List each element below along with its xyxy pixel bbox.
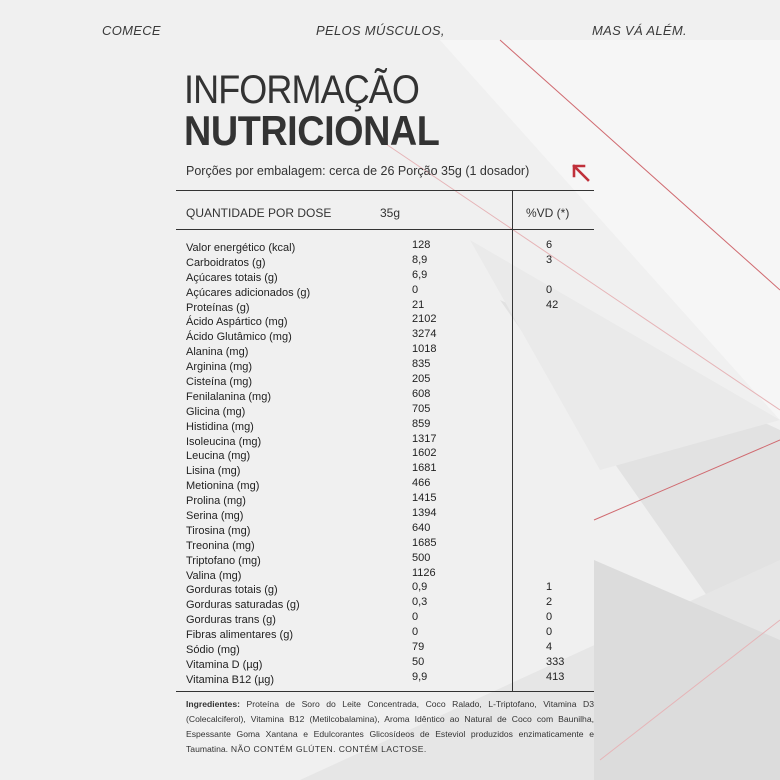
nutrient-name: Sódio (mg) [186,644,240,657]
nutrient-name: Arginina (mg) [186,361,253,374]
nutrient-name: Vitamina D (µg) [186,658,263,671]
nutrient-name: Vitamina B12 (µg) [186,673,275,686]
table-row [0,626,780,641]
nutrient-daily-value: 413 [546,670,565,683]
nutrient-daily-value: 3 [546,253,553,266]
page-title-line2: NUTRICIONAL [184,107,440,154]
nutrient-name: Cisteína (mg) [186,376,253,389]
nutrient-daily-value: 6 [546,239,553,251]
table-row [0,254,780,269]
nutrient-name: Leucina (mg) [186,450,251,463]
nutrient-name: Proteínas (g) [186,301,250,314]
table-row [0,611,780,626]
nutrient-daily-value: 333 [546,655,565,668]
table-row [0,418,780,433]
nutrient-quantity: 9,9 [412,670,428,683]
table-row [0,239,780,254]
nutrient-rows [0,239,780,686]
nutrient-quantity: 6,9 [412,268,428,281]
nutrient-name: Glicina (mg) [186,405,246,418]
table-row [0,641,780,656]
table-row [0,388,780,403]
nutrient-quantity: 3274 [412,328,437,341]
table-header-dose: 35g [380,206,401,220]
nutrient-quantity: 640 [412,521,431,534]
nutrient-name: Gorduras saturadas (g) [186,599,300,612]
nutrient-daily-value: 0 [546,283,553,296]
table-row [0,299,780,314]
table-row [0,492,780,507]
ingredients-label: Ingredientes: [186,699,240,709]
nutrient-name: Valina (mg) [186,569,242,582]
tagline-2: PELOS MÚSCULOS, [316,23,445,38]
nutrient-quantity: 205 [412,373,431,386]
nutrient-name: Alanina (mg) [186,346,249,359]
nutrient-quantity: 705 [412,402,431,415]
table-row [0,552,780,567]
nutrient-quantity: 1018 [412,343,437,356]
nutrient-daily-value: 0 [546,626,553,639]
nutrient-daily-value: 42 [546,298,559,311]
nutrient-quantity: 500 [412,551,431,564]
table-top-rule [176,190,594,191]
nutrient-quantity: 1681 [412,462,437,475]
nutrient-quantity: 8,9 [412,253,428,266]
nutrient-name: Serina (mg) [186,510,244,523]
nutrient-name: Ácido Glutâmico (mg) [186,331,292,344]
nutrient-name: Açúcares totais (g) [186,271,278,284]
table-row [0,373,780,388]
table-row [0,567,780,582]
nutrient-quantity: 1394 [412,507,437,520]
tagline-1: COMECE [102,23,161,38]
allergen-notice: NÃO CONTÉM GLÚTEN. CONTÉM LACTOSE. [228,744,427,754]
nutrient-daily-value: 0 [546,611,553,624]
nutrient-name: Treonina (mg) [186,539,255,552]
nutrient-quantity: 79 [412,641,425,654]
table-row [0,343,780,358]
nutrient-daily-value: 4 [546,641,553,654]
table-bottom-rule [176,691,594,692]
nutrient-name: Metionina (mg) [186,480,260,493]
nutrient-name: Isoleucina (mg) [186,435,262,448]
nutrient-quantity: 2102 [412,313,437,326]
ingredients-text [186,697,594,757]
nutrient-quantity: 50 [412,655,425,668]
nutrient-name: Fenilalanina (mg) [186,390,271,403]
nutrient-quantity: 0,3 [412,596,428,609]
ingredients-list: Proteína de Soro do Leite Concentrada, Coco Ralado, L-Triptofano, Vitamina D3 (Colecalciferol), Vitamina B12 (Metilcobalamina), Aroma Idêntico ao Natural de Coco com Baunilha, Espessante Goma Xantana e Edulcorantes Glicosídeos de Esteviol produzidos enzimaticamente e Taumatina. [186,699,594,754]
table-row [0,537,780,552]
nutrient-name: Gorduras trans (g) [186,614,276,627]
page-title-line1: INFORMAÇÃO [184,68,420,112]
nutrient-quantity: 0 [412,626,419,639]
table-row [0,671,780,686]
table-row [0,462,780,477]
nutrient-quantity: 466 [412,477,431,490]
table-row [0,522,780,537]
table-row [0,313,780,328]
nutrient-name: Triptofano (mg) [186,554,261,567]
nutrient-name: Gorduras totais (g) [186,584,278,597]
nutrient-name: Valor energético (kcal) [186,242,296,254]
nutrient-quantity: 859 [412,417,431,430]
nutrient-quantity: 835 [412,358,431,371]
nutrient-name: Histidina (mg) [186,420,254,433]
table-header-rule [176,229,594,230]
nutrient-quantity: 1317 [412,432,437,445]
table-header-label: QUANTIDADE POR DOSE [186,206,332,220]
nutrient-quantity: 21 [412,298,425,311]
nutrient-name: Ácido Aspártico (mg) [186,316,288,329]
table-row [0,581,780,596]
table-row [0,507,780,522]
arrow-up-left-icon [568,160,592,184]
nutrient-quantity: 1685 [412,536,437,549]
nutrient-quantity: 1602 [412,447,437,460]
table-row [0,269,780,284]
nutrient-name: Lisina (mg) [186,465,241,478]
nutrient-name: Fibras alimentares (g) [186,629,293,642]
nutrient-name: Carboidratos (g) [186,256,266,269]
nutrient-daily-value: 1 [546,581,553,594]
table-row [0,403,780,418]
nutrient-quantity: 1415 [412,492,437,505]
table-row [0,656,780,671]
nutrient-quantity: 608 [412,387,431,400]
tagline-3: MAS VÁ ALÉM. [592,23,687,38]
table-header-vd: %VD (*) [526,206,570,220]
table-row [0,477,780,492]
nutrient-daily-value: 2 [546,596,553,609]
nutrient-quantity: 0,9 [412,581,428,594]
table-row [0,447,780,462]
nutrient-quantity: 128 [412,239,431,251]
table-row [0,358,780,373]
nutrient-name: Açúcares adicionados (g) [186,286,311,299]
table-row [0,328,780,343]
nutrient-quantity: 1126 [412,566,436,579]
table-row [0,284,780,299]
table-row [0,596,780,611]
servings-info: Porções por embalagem: cerca de 26 Porção 35g (1 dosador) [186,164,530,178]
nutrient-quantity: 0 [412,611,419,624]
nutrient-name: Prolina (mg) [186,495,246,508]
nutrient-quantity: 0 [412,283,419,296]
nutrient-name: Tirosina (mg) [186,524,251,537]
table-row [0,433,780,448]
